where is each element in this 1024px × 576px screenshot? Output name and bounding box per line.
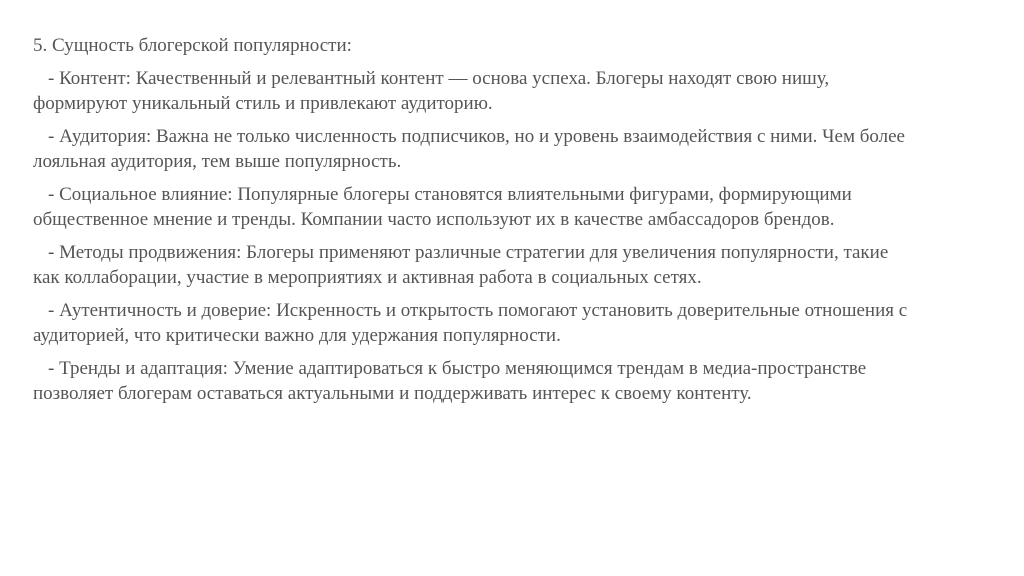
- paragraph-promotion-methods: - Методы продвижения: Блогеры применяют различные стратегии для увеличения популярности, такие как коллаборации, участие в мероприятиях и активная работа в социальных сетях.: [33, 242, 889, 288]
- slide-content: [33, 33, 913, 414]
- paragraph-audience: - Аудитория: Важна не только численность подписчиков, но и уровень взаимодействия с ними. Чем более лояльная аудитория, тем выше популярность.: [33, 126, 905, 172]
- section-heading: 5. Сущность блогерской популярности:: [33, 35, 352, 56]
- paragraph-authenticity: - Аутентичность и доверие: Искренность и открытость помогают установить доверительные отношения с аудиторией, что критически важно для удержания популярности.: [33, 300, 908, 346]
- paragraph-content: - Контент: Качественный и релевантный контент — основа успеха. Блогеры находят свою нишу, формируют уникальный стиль и привлекают аудиторию.: [33, 68, 830, 114]
- paragraph-social-influence: - Социальное влияние: Популярные блогеры становятся влиятельными фигурами, формирующими общественное мнение и тренды. Компании часто используют их в качестве амбассадоров брендов.: [33, 184, 852, 230]
- paragraph-trends: - Тренды и адаптация: Умение адаптироваться к быстро меняющимся трендам в медиа-пространстве позволяет блогерам оставаться актуальными и поддерживать интерес к своему контенту.: [33, 358, 867, 404]
